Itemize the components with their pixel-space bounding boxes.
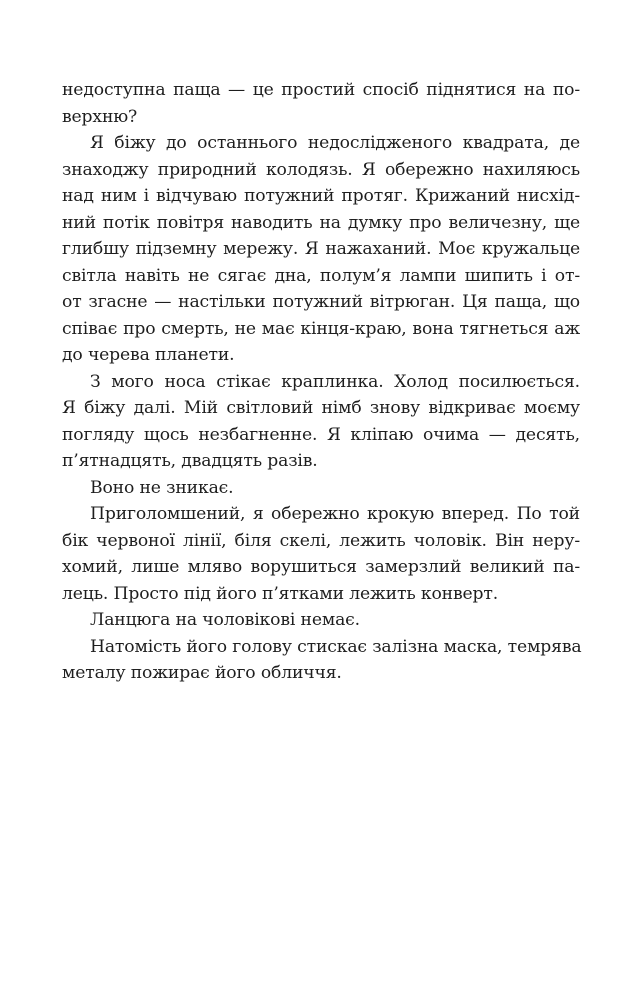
text-line: верхню? <box>62 106 138 127</box>
text-line: знаходжу природний колодязь. Я обережно нахиляюсь <box>62 159 580 180</box>
paragraph <box>62 130 580 369</box>
text-line: глибшу підземну мережу. Я нажаханий. Моє кружальце <box>62 239 580 259</box>
text-line: п’ятнадцять, двадцять разів. <box>62 451 318 471</box>
text-line: Я біжу до останнього недослідженого квадрата, де <box>90 133 580 153</box>
text-line: ний потік повітря наводить на думку про величезну, ще <box>62 212 580 233</box>
paragraph <box>62 501 580 607</box>
text-line: над ним і відчуваю потужний протяг. Крижаний нисхід- <box>62 186 580 206</box>
text-line: хомий, лише мляво ворушиться замерзлий великий па- <box>62 557 580 577</box>
text-line: Ланцюга на чоловікові немає. <box>90 610 360 630</box>
text-line: Я біжу далі. Мій світловий німб знову відкриває моєму <box>62 398 580 418</box>
text-line: лець. Просто під його п’ятками лежить конверт. <box>62 583 499 604</box>
paragraph <box>62 634 580 687</box>
body-text <box>62 77 580 687</box>
text-line: Приголомшений, я обережно крокую вперед. По той <box>90 504 580 524</box>
paragraph <box>62 475 580 502</box>
text-line: погляду щось незбагненне. Я кліпаю очима — десять, <box>62 424 580 445</box>
text-line: З мого носа стікає краплинка. Холод посилюється. <box>90 371 580 392</box>
text-line: співає про смерть, не має кінця-краю, вона тягнеться аж <box>62 318 580 339</box>
text-line: от згасне — настільки потужний вітрюган. Ця паща, що <box>62 292 580 312</box>
text-line: металу пожирає його обличчя. <box>62 663 342 683</box>
paragraph <box>62 77 580 130</box>
text-line: Воно не зникає. <box>90 477 234 498</box>
paragraph <box>62 607 580 634</box>
paragraph <box>62 369 580 475</box>
text-line: бік червоної лінії, біля скелі, лежить чоловік. Він неру- <box>62 530 580 551</box>
text-line: Натомість його голову стискає залізна маска, темрява <box>90 636 582 657</box>
text-line: недоступна паща — це простий спосіб піднятися на по- <box>62 80 580 100</box>
text-line: світла навіть не сягає дна, полум’я лампи шипить і от- <box>62 265 580 286</box>
text-line: до черева планети. <box>62 345 235 365</box>
